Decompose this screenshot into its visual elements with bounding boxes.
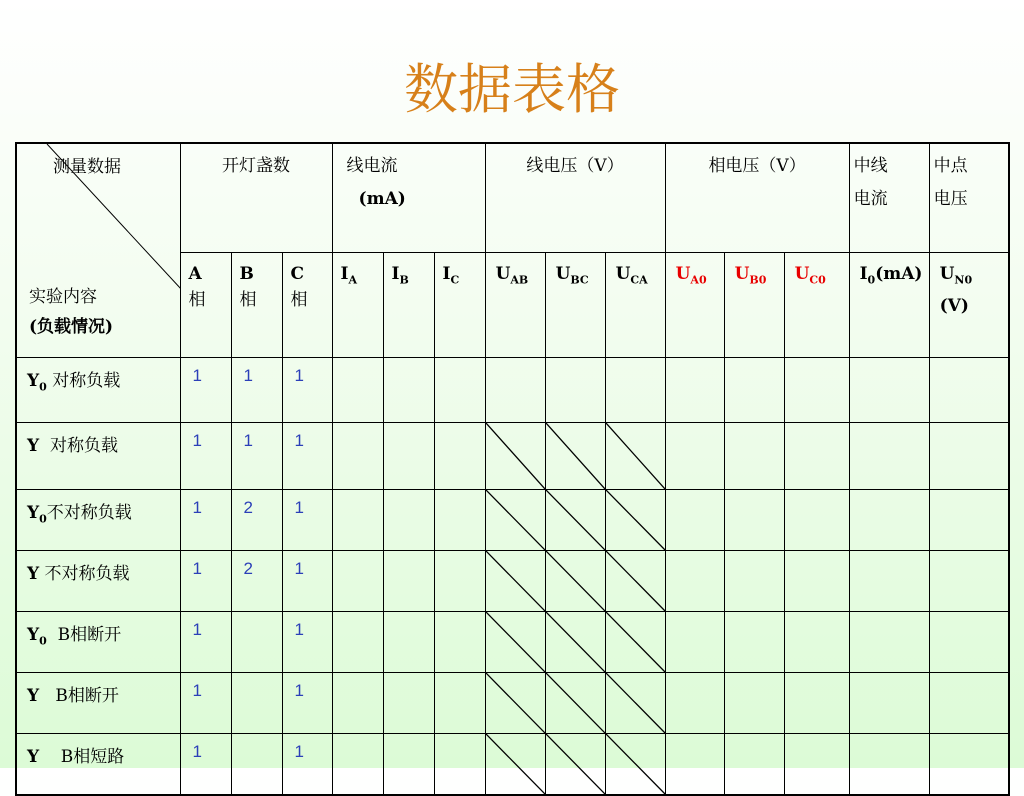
diagonal-strike (486, 490, 545, 550)
table-row (16, 551, 1009, 612)
lamp-count-c: 1 (282, 490, 332, 551)
row-label-symbol: Y (27, 371, 40, 391)
line-current-cell[interactable] (434, 551, 485, 612)
line-current-cell[interactable] (383, 551, 434, 612)
diagonal-strike (546, 734, 605, 794)
line-current-cell[interactable] (383, 673, 434, 734)
phase-voltage-cell[interactable] (724, 358, 784, 423)
row-label (16, 673, 180, 734)
diagonal-strike (546, 551, 605, 611)
ubc-subscript: BC (570, 273, 589, 287)
page-title: 数据表格 (404, 58, 620, 121)
lamp-count-a: 1 (180, 734, 231, 796)
row-label-subscript: 0 (39, 634, 47, 648)
crossed-out-cell (545, 423, 605, 490)
phase-c-letter: C (290, 264, 305, 284)
line-current-cell[interactable] (383, 423, 434, 490)
i0-subscript: 0 (867, 273, 876, 287)
phase-voltage-cell[interactable] (665, 612, 724, 673)
crossed-out-cell (485, 490, 545, 551)
uc0-header (784, 253, 849, 358)
diagonal-strike (486, 673, 545, 733)
ia-header (332, 253, 383, 358)
row-label-text: 对称负载 (39, 436, 118, 456)
diagonal-strike (486, 734, 545, 794)
lamp-count-a: 1 (180, 551, 231, 612)
neutral-current-cell[interactable] (849, 673, 929, 734)
line-current-cell[interactable] (332, 551, 383, 612)
crossed-out-cell (605, 551, 665, 612)
ic-subscript: C (450, 273, 460, 287)
line-voltage-cell[interactable] (605, 358, 665, 423)
lamp-count-a: 1 (180, 490, 231, 551)
row-label-text: B相断开 (46, 625, 122, 645)
i0-symbol: I (859, 264, 868, 284)
row-label-text: 不对称负载 (46, 503, 132, 523)
line-current-cell[interactable] (434, 673, 485, 734)
row-label-symbol: Y (27, 747, 40, 767)
uab-header (485, 253, 545, 358)
phase-c-lamps-header (282, 253, 332, 358)
ic-header (434, 253, 485, 358)
lamp-count-c: 1 (282, 734, 332, 796)
line-current-cell[interactable] (434, 734, 485, 796)
data-table (15, 142, 1010, 796)
phase-voltage-cell[interactable] (665, 490, 724, 551)
ub0-header (724, 253, 784, 358)
diagonal-strike (546, 490, 605, 550)
diagonal-strike (546, 612, 605, 672)
lamp-count-c: 1 (282, 358, 332, 423)
neutral-voltage-header (929, 143, 1009, 253)
corner-bottom-label (29, 282, 113, 342)
uab-subscript: AB (510, 273, 529, 287)
neutral-current-line1: 中线 (853, 156, 888, 176)
diagonal-strike (606, 673, 665, 733)
line-voltage-cell[interactable] (545, 358, 605, 423)
line-current-cell[interactable] (383, 612, 434, 673)
ub0-subscript: B0 (749, 273, 767, 287)
row-label-symbol: Y (27, 564, 40, 584)
phase-voltage-cell[interactable] (665, 358, 724, 423)
row-label (16, 551, 180, 612)
row-label-subscript: 0 (39, 380, 47, 394)
row-label-symbol: Y (27, 503, 40, 523)
crossed-out-cell (605, 423, 665, 490)
line-current-cell[interactable] (383, 490, 434, 551)
crossed-out-cell (545, 734, 605, 796)
line-current-cell[interactable] (434, 358, 485, 423)
lamp-count-b (231, 612, 282, 673)
phase-b-lamps-header (231, 253, 282, 358)
neutral-current-cell[interactable] (849, 612, 929, 673)
line-voltage-header: 线电压（V） (485, 143, 665, 253)
ub0-symbol: U (734, 264, 750, 284)
ia-symbol: I (340, 264, 349, 284)
phase-voltage-cell[interactable] (724, 423, 784, 490)
lamp-count-b (231, 734, 282, 796)
line-current-cell[interactable] (332, 423, 383, 490)
lamp-count-a: 1 (180, 612, 231, 673)
neutral-voltage-cell[interactable] (929, 358, 1009, 423)
uca-symbol: U (615, 264, 631, 284)
i0-unit: (mA) (875, 264, 923, 284)
i0-header (849, 253, 929, 358)
diagonal-strike (546, 673, 605, 733)
line-current-header (332, 143, 485, 253)
ib-symbol: I (391, 264, 400, 284)
uca-subscript: CA (630, 273, 648, 287)
lamp-count-b: 1 (231, 423, 282, 490)
line-voltage-cell[interactable] (485, 358, 545, 423)
phase-voltage-cell[interactable] (784, 490, 849, 551)
lamp-count-b (231, 673, 282, 734)
diagonal-strike (606, 551, 665, 611)
line-current-cell[interactable] (332, 490, 383, 551)
neutral-current-cell[interactable] (849, 358, 929, 423)
crossed-out-cell (485, 612, 545, 673)
row-label-symbol: Y (27, 625, 40, 645)
ubc-header (545, 253, 605, 358)
table-row (16, 734, 1009, 796)
crossed-out-cell (485, 734, 545, 796)
crossed-out-cell (485, 673, 545, 734)
lamp-count-c: 1 (282, 612, 332, 673)
row-label-symbol: Y (27, 436, 40, 456)
neutral-voltage-line2: 电压 (933, 189, 968, 209)
diagonal-strike (486, 423, 545, 489)
row-label (16, 423, 180, 490)
phase-a-char: 相 (188, 290, 206, 310)
ua0-subscript: A0 (690, 273, 707, 287)
un0-subscript: N0 (954, 273, 973, 287)
row-label (16, 358, 180, 423)
crossed-out-cell (545, 673, 605, 734)
phase-voltage-cell[interactable] (784, 358, 849, 423)
crossed-out-cell (545, 490, 605, 551)
row-label-symbol: Y (27, 686, 40, 706)
table-row (16, 423, 1009, 490)
phase-voltage-cell[interactable] (784, 423, 849, 490)
ib-subscript: B (399, 273, 409, 287)
uca-header (605, 253, 665, 358)
row-label (16, 612, 180, 673)
neutral-current-cell[interactable] (849, 490, 929, 551)
neutral-current-line2: 电流 (853, 189, 888, 209)
row-label-text: B相短路 (39, 747, 125, 767)
phase-c-char: 相 (290, 290, 308, 310)
neutral-voltage-cell[interactable] (929, 423, 1009, 490)
line-current-cell[interactable] (332, 673, 383, 734)
table-row (16, 612, 1009, 673)
table-body (16, 358, 1009, 796)
lamp-count-a: 1 (180, 423, 231, 490)
crossed-out-cell (545, 612, 605, 673)
diagonal-strike (486, 551, 545, 611)
lamp-count-a: 1 (180, 358, 231, 423)
phase-voltage-cell[interactable] (724, 612, 784, 673)
ua0-header (665, 253, 724, 358)
phase-b-letter: B (239, 264, 254, 284)
neutral-current-cell[interactable] (849, 423, 929, 490)
corner-top-label: 测量数据 (53, 157, 121, 177)
row-label (16, 490, 180, 551)
phase-voltage-cell[interactable] (665, 423, 724, 490)
table-row (16, 490, 1009, 551)
neutral-current-cell[interactable] (849, 551, 929, 612)
line-current-cell[interactable] (434, 423, 485, 490)
row-label-text: B相断开 (39, 686, 119, 706)
corner-header-cell (16, 143, 180, 358)
line-current-cell[interactable] (332, 612, 383, 673)
neutral-current-cell[interactable] (849, 734, 929, 796)
ubc-symbol: U (555, 264, 571, 284)
phase-a-letter: A (188, 264, 202, 284)
phase-voltage-cell[interactable] (784, 612, 849, 673)
phase-voltage-cell[interactable] (784, 551, 849, 612)
neutral-voltage-cell[interactable] (929, 490, 1009, 551)
un0-unit: (V) (939, 296, 969, 317)
ua0-symbol: U (675, 264, 691, 284)
crossed-out-cell (605, 490, 665, 551)
neutral-voltage-cell[interactable] (929, 734, 1009, 796)
lamp-count-b: 2 (231, 551, 282, 612)
table-row (16, 673, 1009, 734)
crossed-out-cell (605, 673, 665, 734)
ia-subscript: A (348, 273, 358, 287)
row-label-text: 不对称负载 (39, 564, 130, 584)
lamp-count-b: 2 (231, 490, 282, 551)
lamp-count-b: 1 (231, 358, 282, 423)
diagonal-strike (606, 612, 665, 672)
line-current-cell[interactable] (434, 490, 485, 551)
line-current-unit: (mA) (358, 189, 406, 209)
line-current-label: 线电流 (346, 156, 398, 176)
phase-voltage-cell[interactable] (724, 551, 784, 612)
ic-symbol: I (442, 264, 451, 284)
crossed-out-cell (605, 734, 665, 796)
phase-voltage-cell[interactable] (784, 673, 849, 734)
row-label (16, 734, 180, 796)
line-current-cell[interactable] (332, 358, 383, 423)
crossed-out-cell (485, 551, 545, 612)
crossed-out-cell (545, 551, 605, 612)
phase-voltage-cell[interactable] (724, 490, 784, 551)
line-current-cell[interactable] (383, 734, 434, 796)
phase-voltage-cell[interactable] (724, 673, 784, 734)
corner-bottom-line2: (负载情况) (29, 317, 114, 337)
corner-bottom-line1: 实验内容 (29, 287, 97, 307)
lamp-count-c: 1 (282, 423, 332, 490)
row-label-text: 对称负载 (46, 371, 121, 391)
un0-header (929, 253, 1009, 358)
diagonal-strike (546, 423, 605, 489)
crossed-out-cell (605, 612, 665, 673)
neutral-voltage-line1: 中点 (933, 156, 968, 176)
line-current-cell[interactable] (383, 358, 434, 423)
phase-a-lamps-header (180, 253, 231, 358)
neutral-voltage-cell[interactable] (929, 551, 1009, 612)
row-label-subscript: 0 (39, 512, 47, 526)
neutral-voltage-cell[interactable] (929, 612, 1009, 673)
lamps-header: 开灯盏数 (180, 143, 332, 253)
ib-header (383, 253, 434, 358)
crossed-out-cell (485, 423, 545, 490)
diagonal-strike (606, 734, 665, 794)
line-current-cell[interactable] (434, 612, 485, 673)
lamp-count-c: 1 (282, 551, 332, 612)
neutral-current-header (849, 143, 929, 253)
diagonal-strike (606, 490, 665, 550)
uc0-subscript: C0 (809, 273, 826, 287)
lamp-count-c: 1 (282, 673, 332, 734)
phase-voltage-cell[interactable] (784, 734, 849, 796)
diagonal-strike (606, 423, 665, 489)
phase-voltage-cell[interactable] (724, 734, 784, 796)
phase-voltage-cell[interactable] (665, 551, 724, 612)
un0-symbol: U (939, 264, 955, 284)
phase-voltage-cell[interactable] (665, 734, 724, 796)
neutral-voltage-cell[interactable] (929, 673, 1009, 734)
phase-b-char: 相 (239, 290, 257, 310)
line-current-cell[interactable] (332, 734, 383, 796)
lamp-count-a: 1 (180, 673, 231, 734)
table-row (16, 358, 1009, 423)
uab-symbol: U (495, 264, 511, 284)
phase-voltage-cell[interactable] (665, 673, 724, 734)
diagonal-strike (486, 612, 545, 672)
phase-voltage-header: 相电压（V） (665, 143, 849, 253)
uc0-symbol: U (794, 264, 810, 284)
